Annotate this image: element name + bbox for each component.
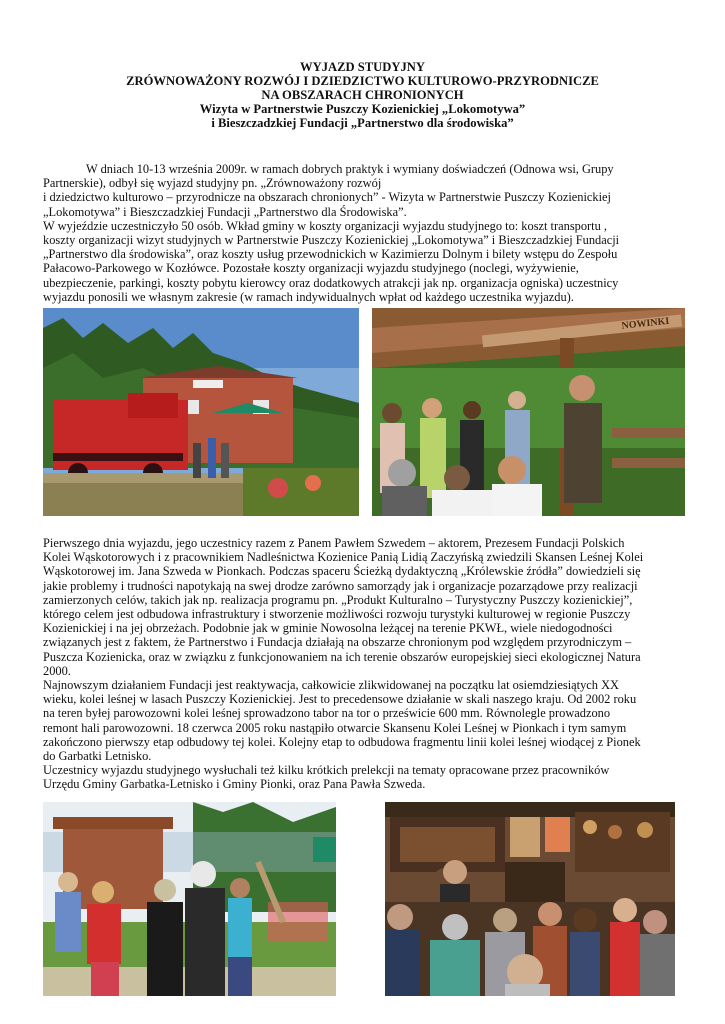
intro-line: ubezpieczenie, parkingi, koszty pobytu kierowcy oraz dodatkowych atrakcji jak np. organizacja ogniska) uczestnicy bbox=[43, 275, 619, 290]
body-line: Uczestnicy wyjazdu studyjnego wysłuchali też kilku krótkich prelekcji na tematy opracowane przez pracowników bbox=[43, 763, 610, 778]
railway-museum-photo bbox=[43, 308, 359, 516]
body-line: Urzędu Gminy Garbatka-Letnisko i Gminy Pionki, oraz Pana Pawła Szweda. bbox=[43, 777, 426, 792]
group-under-roof-photo bbox=[372, 308, 685, 516]
museum-interior-photo bbox=[385, 802, 675, 996]
body-line: do Garbatki Letnisko. bbox=[43, 749, 152, 764]
body-line: remont hali parowozowni. 18 czerwca 2005 roku nastąpiło otwarcie Skansenu Kolei Leśnej w Pionkach i tym samym bbox=[43, 720, 627, 735]
body-line: zakończono pierwszy etap odbudowy tej kolei. Kolejny etap to odbudowa fragmentu linii kolei leśnej wiodącej z Pionek bbox=[43, 734, 641, 749]
body-line: wieku, kolei leśnej w lasach Puszczy Kozienickiej. Jest to precedensowe działanie w skali naszego kraju. Od 2002 roku bbox=[43, 692, 637, 707]
body-line: zamierzonych celów, takich jak np. realizacja programu pn. „Produkt Kulturalno – Turystyczny Puszczy kozienickiej”, bbox=[43, 592, 633, 607]
intro-line: W wyjeździe uczestniczyło 50 osób. Wkład gminy w koszty organizacji wyjazdu studyjnego to: koszt transportu , bbox=[43, 218, 607, 233]
body-line: na teren byłej parowozowni kolei leśnej sprowadzono tabor na tor o prześwicie 600 mm. Równolegle prowadzono bbox=[43, 706, 611, 721]
body-line: Pierwszego dnia wyjazdu, jego uczestnicy razem z Panem Pawłem Szwedem – aktorem, Prezesem Fundacji Polskich bbox=[43, 536, 625, 550]
header-line-3: NA OBSZARACH CHRONIONYCH bbox=[261, 88, 464, 102]
body-paragraph bbox=[43, 536, 683, 792]
document-header bbox=[40, 60, 685, 130]
body-line: Wąskotorowej im. Jana Szweda w Pionkach. Podczas spaceru Ścieżką dydaktyczną „Królewskie źródła” dowiedzieli się bbox=[43, 564, 641, 579]
intro-line: Pałacowo-Parkowego w Kozłówce. Pozostałe koszty organizacji wyjazdu studyjnego (noclegi, wyżywienie, bbox=[43, 261, 579, 276]
body-line: 2000. bbox=[43, 663, 71, 678]
intro-line: koszty organizacji wizyt studyjnych w Partnerstwie Puszczy Kozienickiej „Lokomotywa” i Bieszczadzkiej Fundacji bbox=[43, 233, 620, 248]
intro-line: W dniach 10-13 września 2009r. w ramach dobrych praktyk i wymiany doświadczeń (Odnowa wsi, Grupy bbox=[86, 162, 614, 176]
header-line-5: i Bieszczadzkiej Fundacji „Partnerstwo dla środowiska” bbox=[211, 116, 514, 130]
intro-line: „Partnerstwo dla środowiska”, oraz koszty usług przewodnickich w Kazimierzu Dolnym i bilety wstępu do Zespołu bbox=[43, 247, 618, 262]
body-line: Kolei Wąskotorowych i z pracownikiem Nadleśnictwa Kozienice Panią Lidią Zaczyńską zwiedzili Skansen Leśnej Kolei bbox=[43, 550, 644, 565]
body-line: Najnowszym działaniem Fundacji jest reaktywacja, całkowicie zlikwidowanej na początku lat osiemdziesiątych XX bbox=[43, 678, 619, 693]
header-line-2: ZRÓWNOWAŻONY ROZWÓJ I DZIEDZICTWO KULTUROWO-PRZYRODNICZE bbox=[126, 74, 599, 88]
intro-line: i dziedzictwo kulturowo – przyrodnicze na obszarach chronionych” - Wizyta w Partnerstwie Puszczy Kozienickiej bbox=[43, 190, 612, 205]
intro-line: wyjazdu ponosili we własnym zakresie (w ramach indywidualnych wpłat od każdego uczestnika wyjazdu). bbox=[43, 289, 574, 304]
sign-text: NOWINKI bbox=[621, 315, 670, 332]
header-line-4: Wizyta w Partnerstwie Puszczy Kozienickiej „Lokomotywa” bbox=[199, 102, 526, 116]
intro-line: „Lokomotywa” i Bieszczadzkiej Fundacji „Partnerstwo dla Środowiska”. bbox=[43, 204, 407, 219]
intro-line: Partnerskie), odbył się wyjazd studyjny pn. „Zrównoważony rozwój bbox=[43, 176, 382, 191]
body-line: którego celem jest odbudowa infrastruktury i stworzenie możliwości rozwoju turystyki kulturowej w regionie Puszczy bbox=[43, 607, 631, 622]
body-line: związanych jest z faktem, że Partnerstwo i Fundacja działają na obszarze chronionym pod względem przyrodniczym – bbox=[43, 635, 632, 650]
group-outdoor-photo bbox=[43, 802, 336, 996]
body-line: Puszcza Kozienicka, oraz w związku z funkcjonowaniem na ich terenie obszarów europejskiej sieci ekologicznej Natura bbox=[43, 649, 641, 664]
body-line: Kozienickiej i na jej obrzeżach. Podobnie jak w gminie Nowosolna leżącej na terenie PKWŁ, wiele niedogodności bbox=[43, 621, 613, 636]
body-line: jakie problemy i trudności napotykają na swej drodze zarówno samorządy jak i organizacje pozarządowe przy realizacji bbox=[43, 578, 638, 593]
intro-paragraph bbox=[43, 162, 683, 304]
header-line-1: WYJAZD STUDYJNY bbox=[300, 60, 425, 74]
